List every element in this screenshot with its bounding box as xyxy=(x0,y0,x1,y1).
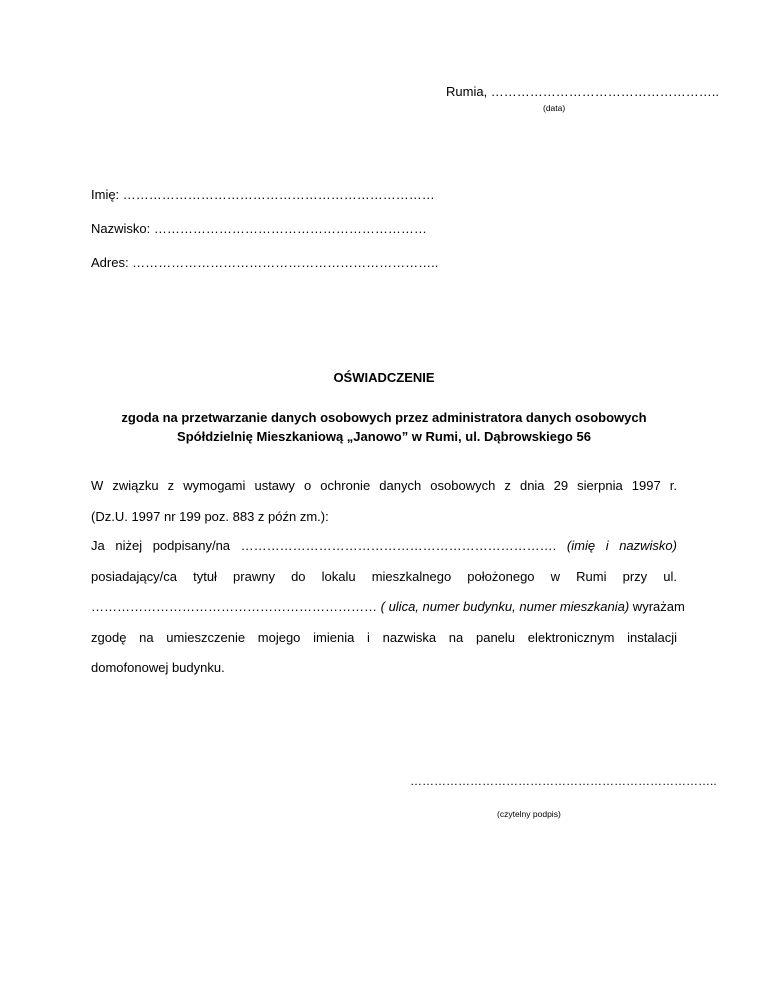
subtitle-line-2: Spółdzielnię Mieszkaniową „Janowo” w Rumi, ul. Dąbrowskiego 56 xyxy=(177,429,591,444)
street-dots: ………………………………………………………… xyxy=(91,599,381,614)
consent-line-5: domofonowej budynku. xyxy=(91,660,225,675)
address-field: Adres: …………………………………………………………….. xyxy=(91,255,439,270)
date-caption: (data) xyxy=(543,103,566,113)
legal-basis-line-1: W związku z wymogami ustawy o ochronie danych osobowych z dnia 29 sierpnia 1997 r. xyxy=(91,478,677,493)
consent-line-3-end: wyrażam xyxy=(629,599,685,614)
consent-line-1-text: Ja niżej podpisany/na ………………………………………………………………. xyxy=(91,538,557,553)
place-date-line: Rumia, …………………………………………….. xyxy=(446,84,720,99)
signature-caption: (czytelny podpis) xyxy=(497,809,561,819)
first-name-field: Imię: ……………………………………………………………… xyxy=(91,187,435,202)
document-subtitle xyxy=(0,408,768,446)
street-hint: ( ulica, numer budynku, numer mieszkania) xyxy=(380,599,630,614)
last-name-field: Nazwisko: ……………………………………………………… xyxy=(91,221,427,236)
consent-line-4: zgodę na umieszczenie mojego imienia i nazwiska na panelu elektronicznym instalacji xyxy=(91,629,677,645)
consent-line-3 xyxy=(91,592,685,623)
consent-paragraph xyxy=(91,531,685,684)
signature-line: ………………………………………………………………….. xyxy=(410,774,717,788)
subtitle-line-1: zgoda na przetwarzanie danych osobowych przez administratora danych osobowych xyxy=(121,410,647,425)
consent-line-1 xyxy=(91,531,677,562)
document-title: OŚWIADCZENIE xyxy=(333,370,435,385)
name-hint: (imię i nazwisko) xyxy=(566,538,677,553)
consent-line-2: posiadający/ca tytuł prawny do lokalu mieszkalnego położonego w Rumi przy ul. xyxy=(91,568,677,584)
legal-basis-line-2: (Dz.U. 1997 nr 199 poz. 883 z późn zm.): xyxy=(91,508,329,524)
legal-basis-paragraph xyxy=(91,471,677,532)
